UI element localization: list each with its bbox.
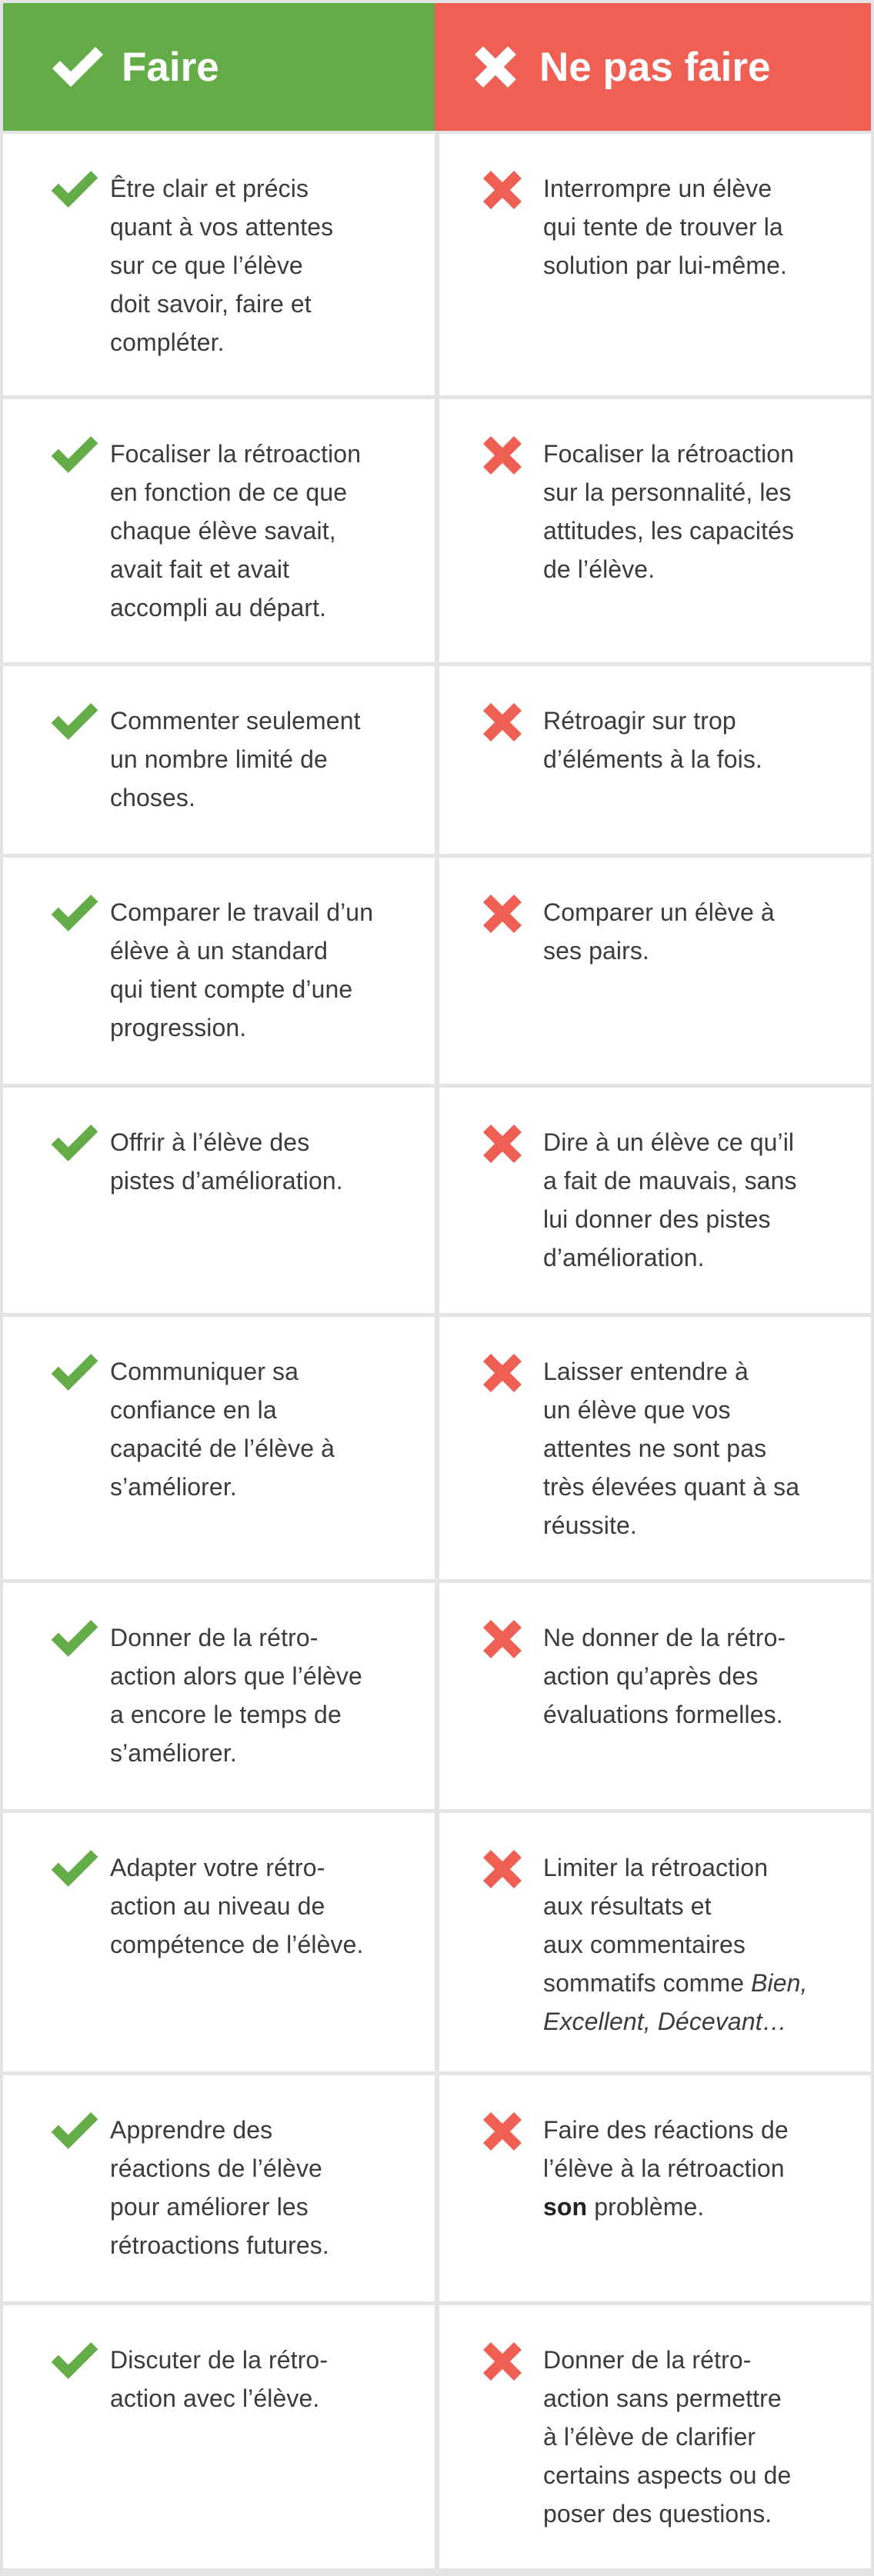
dont-text-bold: son	[543, 2193, 588, 2221]
dont-cell	[439, 666, 871, 854]
do-cell	[3, 2305, 435, 2568]
do-text: Être clair et précis quant à vos attentes sur ce que l’élève doit savoir, faire et compléter.	[110, 175, 334, 356]
do-cell	[3, 1317, 435, 1579]
cross-icon	[482, 435, 523, 476]
header-dont-label: Ne pas faire	[539, 44, 771, 90]
check-icon	[48, 433, 101, 476]
header-do-label: Faire	[122, 44, 219, 90]
table-row	[3, 134, 871, 395]
check-icon	[48, 1617, 101, 1660]
dont-cell	[439, 1088, 871, 1313]
check-icon	[48, 1351, 101, 1394]
dont-cell	[439, 2075, 871, 2301]
cross-icon	[482, 2111, 523, 2152]
cross-icon	[482, 2341, 523, 2382]
dont-text	[543, 1848, 808, 2041]
table-row	[3, 666, 871, 854]
dont-text: Donner de la rétro- action sans permettre à l’élève de clarifier certains aspects ou de poser des questions.	[543, 2346, 792, 2528]
dont-text: Laisser entendre à un élève que vos attentes ne sont pas très élevées quant à sa réussite.	[543, 1358, 800, 1539]
header-dont	[435, 3, 871, 131]
table-row	[3, 1583, 871, 1809]
dont-text-pre: Faire des réactions de l’élève à la rétroaction	[543, 2116, 789, 2182]
dont-text	[543, 2111, 789, 2226]
do-cell	[3, 1813, 435, 2071]
header-do	[3, 3, 435, 131]
table-row	[3, 858, 871, 1084]
table-row	[3, 399, 871, 662]
check-icon	[49, 44, 106, 90]
dont-text: Comparer un élève à ses pairs.	[543, 898, 775, 965]
cross-icon	[482, 1352, 523, 1394]
do-cell	[3, 1088, 435, 1313]
check-icon	[48, 168, 101, 211]
do-text: Apprendre des réactions de l’élève pour améliorer les rétroactions futures.	[110, 2116, 329, 2259]
cross-icon	[482, 1618, 523, 1660]
dont-text: Interrompre un élève qui tente de trouver la solution par lui-même.	[543, 175, 787, 279]
do-text: Communiquer sa confiance en la capacité de l’élève à s’améliorer.	[110, 1358, 335, 1501]
dont-cell	[439, 399, 871, 662]
dont-text-italic: Bien, Excellent, Décevant…	[543, 1969, 808, 2035]
dont-text: Ne donner de la rétro- action qu’après des évaluations formelles.	[543, 1624, 786, 1728]
table-row	[3, 1813, 871, 2071]
dont-cell	[439, 1813, 871, 2071]
do-text: Offrir à l’élève des pistes d’amélioration.	[110, 1128, 343, 1195]
check-icon	[48, 891, 101, 935]
table-row	[3, 1088, 871, 1313]
check-icon	[48, 1121, 101, 1165]
check-icon	[48, 1847, 101, 1890]
do-text: Comparer le travail d’un élève à un standard qui tient compte d’une progression.	[110, 898, 374, 1041]
do-text: Adapter votre rétro- action au niveau de compétence de l’élève.	[110, 1854, 364, 1958]
cross-icon	[482, 169, 523, 211]
table-row	[3, 2305, 871, 2568]
do-cell	[3, 2075, 435, 2301]
dont-text: Focaliser la rétroaction sur la personnalité, les attitudes, les capacités de l’élève.	[543, 440, 795, 583]
check-icon	[48, 700, 101, 743]
table-row	[3, 1317, 871, 1579]
do-text: Discuter de la rétro- action avec l’élève.	[110, 2346, 329, 2412]
dont-cell	[439, 1317, 871, 1579]
do-cell	[3, 1583, 435, 1809]
dont-text: Rétroagir sur trop d’éléments à la fois.	[543, 707, 762, 773]
dont-cell	[439, 2305, 871, 2568]
cross-icon	[482, 893, 523, 935]
dont-cell	[439, 858, 871, 1084]
do-cell	[3, 858, 435, 1084]
do-text: Commenter seulement un nombre limité de choses.	[110, 707, 361, 811]
dont-text-post: problème.	[587, 2193, 705, 2221]
check-icon	[48, 2109, 101, 2152]
cross-icon	[473, 45, 518, 89]
table-row	[3, 2075, 871, 2301]
do-text: Focaliser la rétroaction en fonction de ce que chaque élève savait, avait fait et avait accompli au départ.	[110, 440, 362, 622]
do-text: Donner de la rétro- action alors que l’élève a encore le temps de s’améliorer.	[110, 1624, 362, 1767]
cross-icon	[482, 1848, 523, 1890]
cross-icon	[482, 701, 523, 743]
check-icon	[48, 2339, 101, 2382]
do-cell	[3, 134, 435, 395]
dont-text-main: Limiter la rétroaction aux résultats et aux commentaires sommatifs comme	[543, 1854, 769, 1997]
do-cell	[3, 399, 435, 662]
dont-cell	[439, 134, 871, 395]
cross-icon	[482, 1123, 523, 1165]
dont-text: Dire à un élève ce qu’il a fait de mauvais, sans lui donner des pistes d’amélioration.	[543, 1128, 797, 1271]
table-header	[3, 3, 871, 131]
dont-cell	[439, 1583, 871, 1809]
do-cell	[3, 666, 435, 854]
